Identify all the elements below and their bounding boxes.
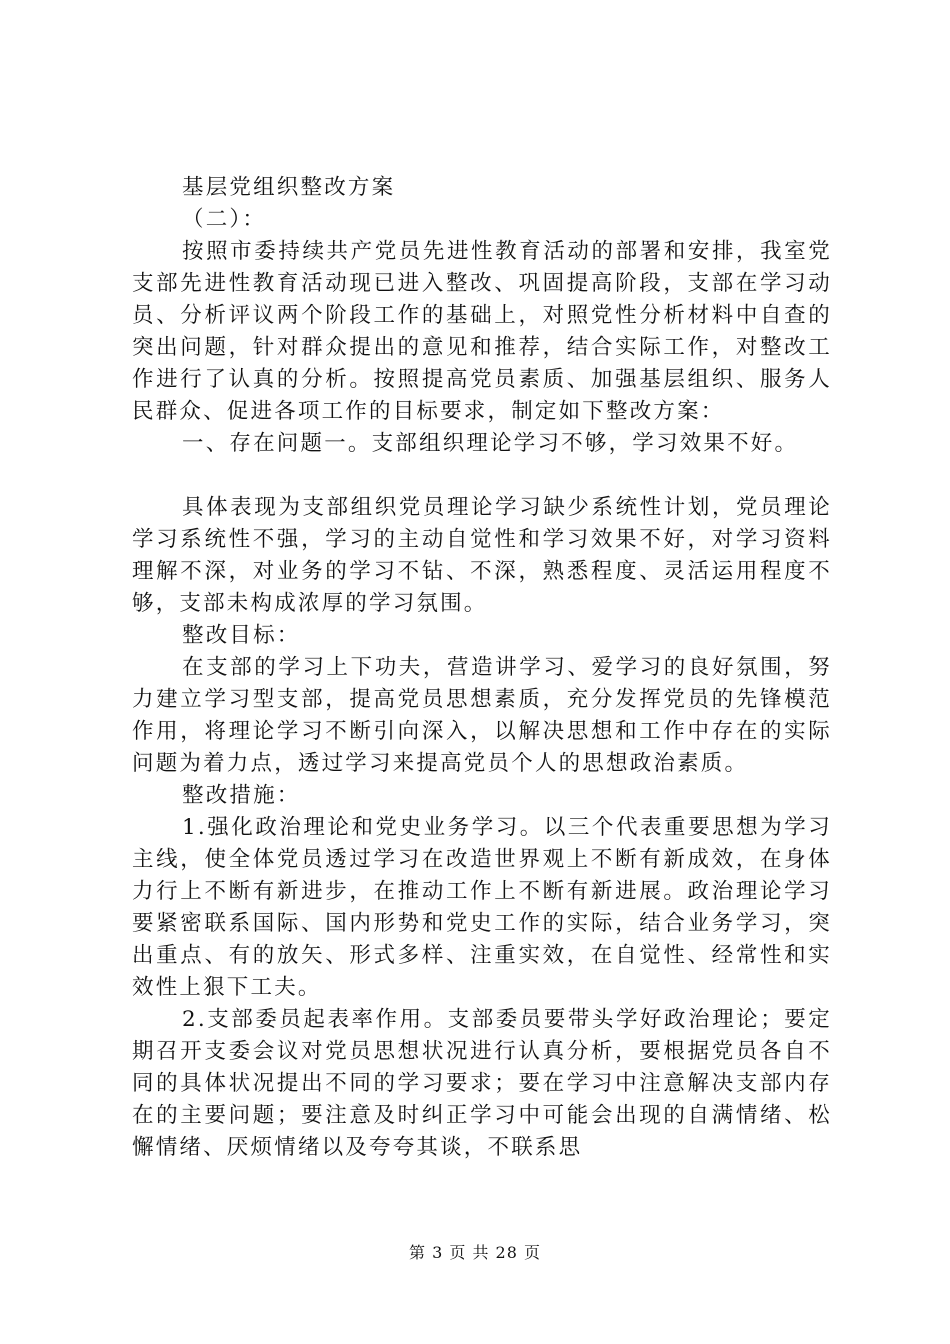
heading-measures: 整改措施： bbox=[182, 783, 301, 808]
document-body bbox=[132, 172, 832, 1164]
page-footer: 第 3 页 共 28 页 bbox=[409, 1243, 541, 1262]
paragraph-intro: 按照市委持续共产党员先进性教育活动的部署和安排，我室党支部先进性教育活动现已进入整改、巩固提高阶段，支部在学习动员、分析评议两个阶段工作的基础上，对照党性分析材料中自查的突出问题，针对群众提出的意见和推荐，结合实际工作，对整改工作进行了认真的分析。按照提高党员素质、加强基层组织、服务人民群众、促进各项工作的目标要求，制定如下整改方案： bbox=[132, 239, 832, 424]
document-title: 基层党组织整改方案 bbox=[182, 175, 396, 200]
document-subtitle: （二）： bbox=[182, 207, 267, 232]
paragraph-measure-2: 2.支部委员起表率作用。支部委员要带头学好政治理论；要定期召开支委会议对党员思想状况进行认真分析，要根据党员各自不同的具体状况提出不同的学习要求；要在学习中注意解决支部内存在的主要问题；要注意及时纠正学习中可能会出现的自满情绪、松懈情绪、厌烦情绪以及夸夸其谈，不联系思 bbox=[132, 1007, 832, 1160]
paragraph-measure-1: 1.强化政治理论和党史业务学习。以三个代表重要思想为学习主线，使全体党员透过学习在改造世界观上不断有新成效，在身体力行上不断有新进步，在推动工作上不断有新进展。政治理论学习要紧密联系国际、国内形势和党史工作的实际，结合业务学习，突出重点、有的放矢、形式多样、注重实效，在自觉性、经常性和实效性上狠下工夫。 bbox=[132, 815, 832, 1000]
paragraph-problem-one: 一、存在问题一。支部组织理论学习不够，学习效果不好。 bbox=[182, 431, 799, 456]
paragraph-problem-details: 具体表现为支部组织党员理论学习缺少系统性计划，党员理论学习系统性不强，学习的主动自觉性和学习效果不好，对学习资料理解不深，对业务的学习不钻、不深，熟悉程度、灵活运用程度不够，支部未构成浓厚的学习氛围。 bbox=[132, 495, 832, 616]
paragraph-goal: 在支部的学习上下功夫，营造讲学习、爱学习的良好氛围，努力建立学习型支部，提高党员思想素质，充分发挥党员的先锋模范作用，将理论学习不断引向深入，以解决思想和工作中存在的实际问题为着力点，透过学习来提高党员个人的思想政治素质。 bbox=[132, 655, 832, 776]
heading-goal: 整改目标： bbox=[182, 623, 301, 648]
paragraph-gap bbox=[132, 460, 832, 492]
